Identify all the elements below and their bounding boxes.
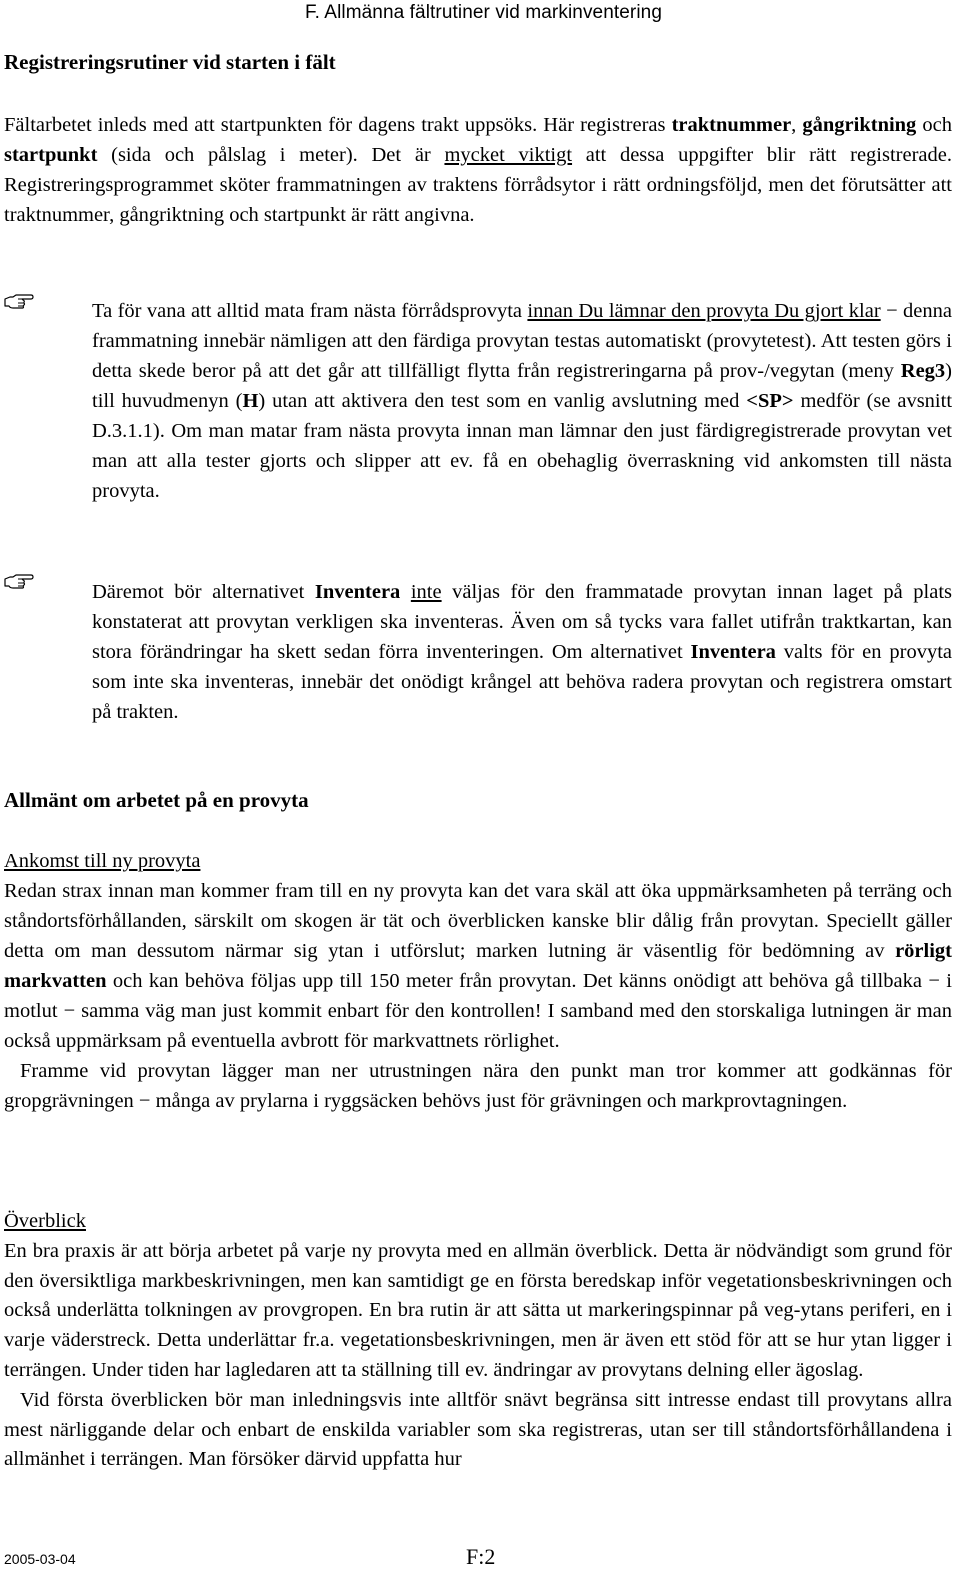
paragraph: En bra praxis är att börja arbetet på varje ny provyta med en allmän överblick. Detta är nödvändigt som grund för den översiktliga markbeskrivningen, men kan samtidigt ge en första beredskap inför vegetationsbeskrivningen och också underlätta tolkningen av provgropen. En bra rutin är att sätta ut markeringspinnar på veg-ytans periferi, en i varje väderstreck. Detta underlättar fr.a. vegetationsbeskrivningen, men är även ett stöd för att se hur ytan ligger i terrängen. Under tiden har lagledaren att ta ställning till ev. ändringar av provytans delning eller ägoslag. [4,1239,952,1381]
text: Fältarbetet inleds med att startpunkten för dagens trakt uppsöks. Här registreras [4,114,672,136]
text: Ta för vana att alltid mata fram nästa förrådsprovyta [92,300,528,322]
text: (sida och pålslag i meter). Det är [97,144,445,166]
text [400,581,411,603]
running-header: F. Allmänna fältrutiner vid markinventering [304,2,662,23]
text: , [791,114,803,136]
bold-term: <SP> [746,390,794,412]
overview-section [4,1207,952,1475]
page-number: F:2 [466,1544,496,1569]
underlined-text: innan Du lämnar den provyta Du gjort klar [527,300,881,322]
footer-date: 2005-03-04 [4,1551,76,1567]
section-title: Registreringsrutiner vid starten i fält [4,50,336,74]
subheading-overview: Överblick [4,1210,86,1232]
text: att dessa uppgifter blir rätt registrerade. Registreringsprogrammet sköter frammatningen av traktens förrådsytor i rätt ordningsföljd, men det förutsätter att traktnummer, gångriktning och startpunkt är rätt angivna. [4,144,952,226]
intro-paragraph [4,110,952,230]
underlined-text: inte [410,581,442,603]
arrival-section [4,846,952,1116]
text: och kan behöva följas upp till 150 meter från provytan. Det känns onödigt att behöva gå tillbaka − i motlut − samma väg man just kommit enbart för den kontrollen! I samband med den storskaliga lutningen är man också uppmärksam på eventuella avbrott för markvattnets rörlighet. [4,970,952,1052]
text: ) utan att aktivera den test som en vanlig avslutning med [258,390,747,412]
paragraph: Framme vid provytan lägger man ner utrustningen nära den punkt man tror kommer att godkännas för gropgrävningen − många av prylarna i ryggsäcken behövs just för grävningen och markprovtagningen. [4,1060,952,1112]
text: − denna frammatning innebär nämligen att den färdiga provytan testas automatiskt (provytetest). Att testen görs i detta skede beror på att det går att tillfälligt flytta från registreringarna på prov-/vegytan (meny [92,300,952,382]
bold-term: Inventera [314,581,401,603]
text: ) till huvudmenyn ( [92,360,952,412]
text: Däremot bör alternativet [92,581,315,603]
subheading-arrival: Ankomst till ny provyta [4,850,201,872]
pointing-hand-icon [4,294,34,310]
bold-term: Inventera [690,641,776,663]
underlined-text: mycket viktigt [444,144,573,166]
paragraph: Vid första överblicken bör man inledningsvis inte alltför snävt begränsa sitt intresse endast till provytans allra mest närliggande delar och enbart de enskilda variabler som ska registreras, utan ser till ståndortsförhållandena i allmänhet i terrängen. Man försöker därvid uppfatta hur [4,1388,952,1471]
bold-term: traktnummer [671,114,792,136]
note-paragraph-1 [92,296,952,506]
bold-term: rörligt markvatten [4,940,952,992]
bold-term: Reg3 [900,360,946,382]
text: och [916,114,953,136]
bold-term: gångriktning [802,114,917,136]
note-paragraph-2 [92,577,952,727]
text: väljas för den frammatade provytan innan laget på plats konstaterat att provytan verkligen ska inventeras. Även om så tycks vara fallet utifrån traktkartan, kan stora förändringar ha skett sedan förra inventeringen. Om alternativet [92,581,953,663]
pointing-hand-icon [4,574,34,590]
text: medför (se avsnitt D.3.1.1). Om man matar fram nästa provyta innan man lämnar den just färdigregistrerade provytan vet man att alla tester gjorts och slipper att ev. få en obehaglig överraskning vid ankomsten till nästa provyta. [92,390,953,502]
text: Redan strax innan man kommer fram till en ny provyta kan det vara skäl att öka uppmärksamheten på terräng och ståndortsförhållanden, särskilt om skogen är tät och överblicken kanske blir dålig från provytan. Speciellt gäller detta om man dessutom närmar sig ytan i utförslut; marken lutning är väsentlig för bedömning av [4,880,952,962]
bold-term: H [242,390,259,412]
section-heading: Allmänt om arbetet på en provyta [4,788,309,812]
text: valts för en provyta som inte ska inventeras, innebär det onödigt krångel att behöva radera provytan och registrera omstart på trakten. [92,641,953,723]
paragraph [4,876,952,1056]
bold-term: startpunkt [4,144,98,166]
